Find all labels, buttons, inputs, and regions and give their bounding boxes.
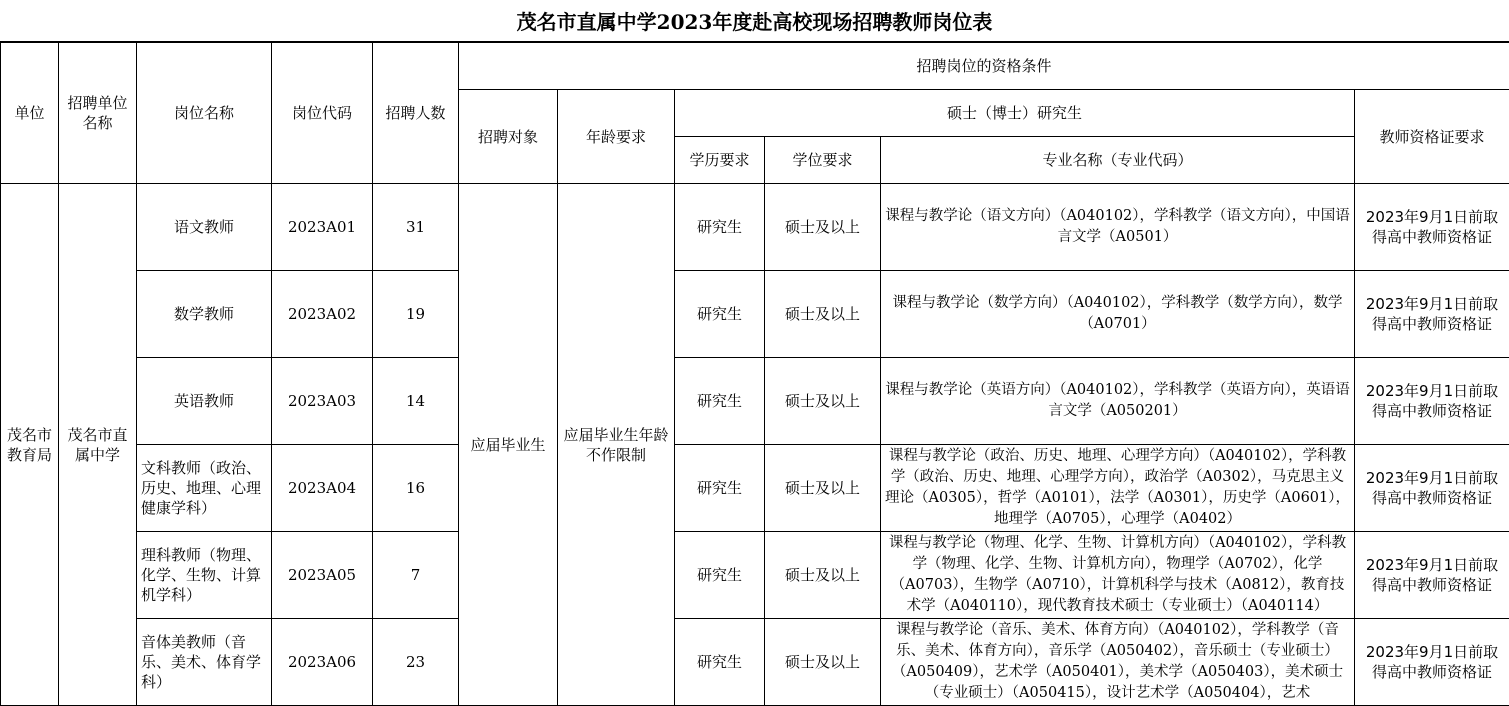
post-code-cell: 2023A05 xyxy=(272,532,373,619)
major-cell: 课程与教学论（政治、历史、地理、心理学方向）（A040102），学科教学（政治、历史、地理、心理学方向），政治学（A0302），马克思主义理论（A0305），哲学（A0101），法学（A0301），历史学（A0601），地理学（A0705），心理学（A0402） xyxy=(881,445,1355,532)
edu-cell: 研究生 xyxy=(675,619,765,706)
post-name-cell: 英语教师 xyxy=(137,358,272,445)
major-cell: 课程与教学论（数学方向）（A040102），学科教学（数学方向），数学（A0701） xyxy=(881,271,1355,358)
post-code-cell: 2023A02 xyxy=(272,271,373,358)
count-cell: 7 xyxy=(373,532,459,619)
target-cell: 应届毕业生 xyxy=(459,184,558,706)
edu-cell: 研究生 xyxy=(675,532,765,619)
cert-cell: 2023年9月1日前取得高中教师资格证 xyxy=(1355,271,1509,358)
table-row xyxy=(1,532,1509,619)
header-target: 招聘对象 xyxy=(459,90,558,184)
cert-cell: 2023年9月1日前取得高中教师资格证 xyxy=(1355,619,1509,706)
edu-cell: 研究生 xyxy=(675,271,765,358)
header-post-name: 岗位名称 xyxy=(137,43,272,184)
table-row xyxy=(1,358,1509,445)
cert-cell: 2023年9月1日前取得高中教师资格证 xyxy=(1355,445,1509,532)
degree-cell: 硕士及以上 xyxy=(765,271,881,358)
header-unit: 单位 xyxy=(1,43,59,184)
post-name-cell: 音体美教师（音乐、美术、体育学科） xyxy=(137,619,272,706)
cert-cell: 2023年9月1日前取得高中教师资格证 xyxy=(1355,532,1509,619)
page-title: 茂名市直属中学2023年度赴高校现场招聘教师岗位表 xyxy=(0,0,1509,42)
table-row xyxy=(1,184,1509,271)
post-code-cell: 2023A03 xyxy=(272,358,373,445)
count-cell: 23 xyxy=(373,619,459,706)
post-name-cell: 数学教师 xyxy=(137,271,272,358)
table-row xyxy=(1,619,1509,706)
degree-cell: 硕士及以上 xyxy=(765,619,881,706)
post-name-cell: 文科教师（政治、历史、地理、心理健康学科） xyxy=(137,445,272,532)
post-code-cell: 2023A01 xyxy=(272,184,373,271)
count-cell: 16 xyxy=(373,445,459,532)
unit-cell: 茂名市教育局 xyxy=(1,184,59,706)
post-name-cell: 理科教师（物理、化学、生物、计算机学科） xyxy=(137,532,272,619)
major-cell: 课程与教学论（英语方向）（A040102），学科教学（英语方向），英语语言文学（A050201） xyxy=(881,358,1355,445)
header-post-code: 岗位代码 xyxy=(272,43,373,184)
age-cell: 应届毕业生年龄不作限制 xyxy=(558,184,675,706)
cert-cell: 2023年9月1日前取得高中教师资格证 xyxy=(1355,358,1509,445)
post-name-cell: 语文教师 xyxy=(137,184,272,271)
header-qualifications: 招聘岗位的资格条件 xyxy=(459,43,1509,90)
table-row xyxy=(1,445,1509,532)
degree-cell: 硕士及以上 xyxy=(765,358,881,445)
degree-cell: 硕士及以上 xyxy=(765,445,881,532)
edu-cell: 研究生 xyxy=(675,445,765,532)
header-recruit-unit: 招聘单位名称 xyxy=(59,43,137,184)
major-cell: 课程与教学论（物理、化学、生物、计算机方向）（A040102），学科教学（物理、化学、生物、计算机方向），物理学（A0702），化学（A0703），生物学（A0710），计算机科学与技术（A0812），教育技术学（A040110），现代教育技术硕士（专业硕士）（A040114） xyxy=(881,532,1355,619)
header-age: 年龄要求 xyxy=(558,90,675,184)
major-cell: 课程与教学论（语文方向）（A040102），学科教学（语文方向），中国语言文学（A0501） xyxy=(881,184,1355,271)
post-code-cell: 2023A06 xyxy=(272,619,373,706)
edu-cell: 研究生 xyxy=(675,358,765,445)
table-row xyxy=(1,271,1509,358)
cert-cell: 2023年9月1日前取得高中教师资格证 xyxy=(1355,184,1509,271)
count-cell: 19 xyxy=(373,271,459,358)
header-degree: 学位要求 xyxy=(765,137,881,184)
header-row-1 xyxy=(1,43,1509,90)
header-cert: 教师资格证要求 xyxy=(1355,90,1509,184)
header-major: 专业名称（专业代码） xyxy=(881,137,1355,184)
recruit-unit-cell: 茂名市直属中学 xyxy=(59,184,137,706)
edu-cell: 研究生 xyxy=(675,184,765,271)
post-code-cell: 2023A04 xyxy=(272,445,373,532)
count-cell: 14 xyxy=(373,358,459,445)
header-edu: 学历要求 xyxy=(675,137,765,184)
degree-cell: 硕士及以上 xyxy=(765,184,881,271)
major-cell: 课程与教学论（音乐、美术、体育方向）（A040102），学科教学（音乐、美术、体育方向），音乐学（A050402），音乐硕士（专业硕士）（A050409），艺术学（A050401），美术学（A050403），美术硕士（专业硕士）（A050415），设计艺术学（A050404），艺术 xyxy=(881,619,1355,706)
count-cell: 31 xyxy=(373,184,459,271)
degree-cell: 硕士及以上 xyxy=(765,532,881,619)
recruitment-table xyxy=(0,42,1509,706)
header-count: 招聘人数 xyxy=(373,43,459,184)
header-grad: 硕士（博士）研究生 xyxy=(675,90,1355,137)
